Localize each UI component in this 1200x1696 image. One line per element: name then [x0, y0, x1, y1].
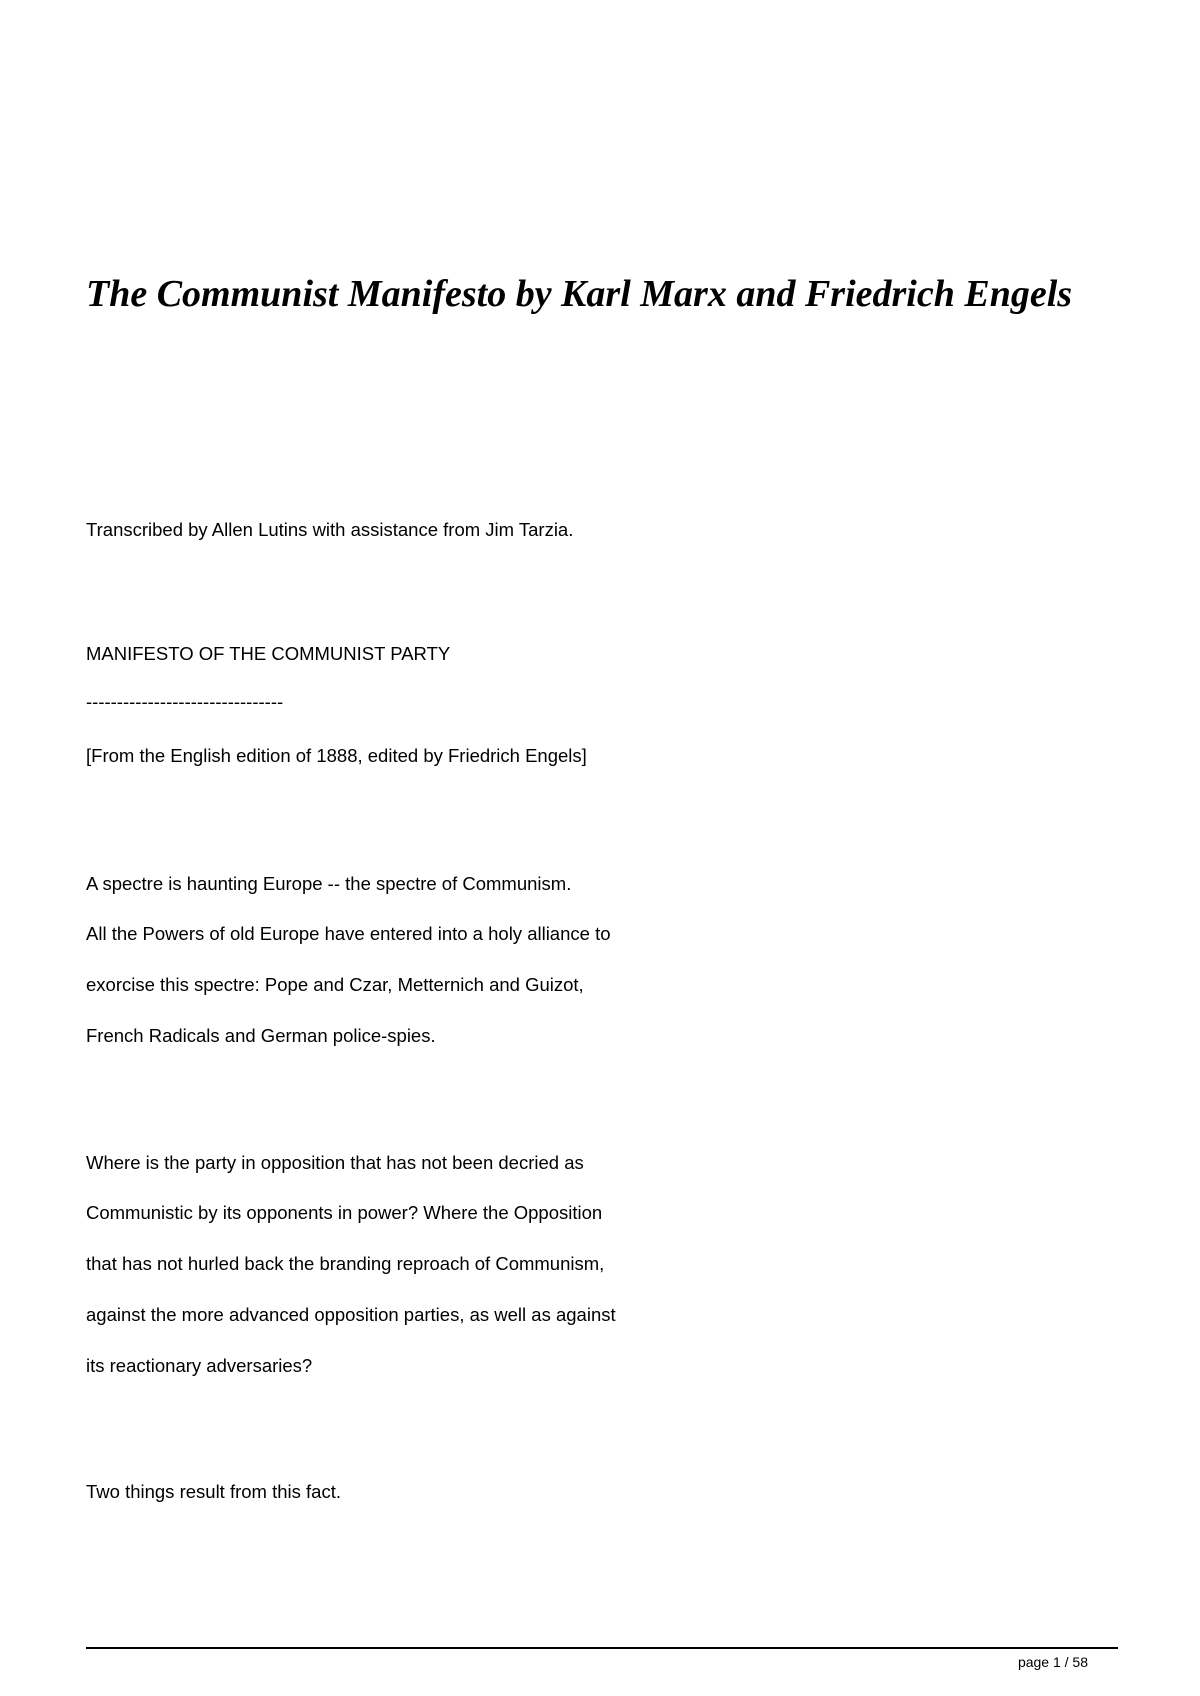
paragraph-2-line-1: Where is the party in opposition that has not been decried as: [86, 1152, 584, 1173]
paragraph-2-line-4: against the more advanced opposition parties, as well as against: [86, 1304, 616, 1325]
paragraph-1-line-3: exorcise this spectre: Pope and Czar, Metternich and Guizot,: [86, 974, 584, 995]
paragraph-2-line-2: Communistic by its opponents in power? Where the Opposition: [86, 1202, 603, 1223]
page-number: page 1 / 58: [1017, 1654, 1088, 1670]
paragraph-1-line-2: All the Powers of old Europe have entered into a holy alliance to: [86, 923, 611, 944]
footer-divider: [86, 1647, 1118, 1649]
paragraph-1-line-4: French Radicals and German police-spies.: [86, 1025, 436, 1046]
separator-line: --------------------------------: [86, 691, 284, 712]
paragraph-2-line-3: that has not hurled back the branding reproach of Communism,: [86, 1253, 605, 1274]
paragraph-1-line-1: A spectre is haunting Europe -- the spectre of Communism.: [86, 873, 572, 894]
document-title: The Communist Manifesto by Karl Marx and Friedrich Engels: [86, 273, 1073, 315]
transcription-note: Transcribed by Allen Lutins with assistance from Jim Tarzia.: [86, 519, 574, 540]
paragraph-3-line-1: Two things result from this fact.: [86, 1481, 341, 1502]
section-heading: MANIFESTO OF THE COMMUNIST PARTY: [86, 643, 451, 664]
edition-note: [From the English edition of 1888, edited by Friedrich Engels]: [86, 745, 587, 766]
paragraph-2-line-5: its reactionary adversaries?: [86, 1355, 313, 1376]
